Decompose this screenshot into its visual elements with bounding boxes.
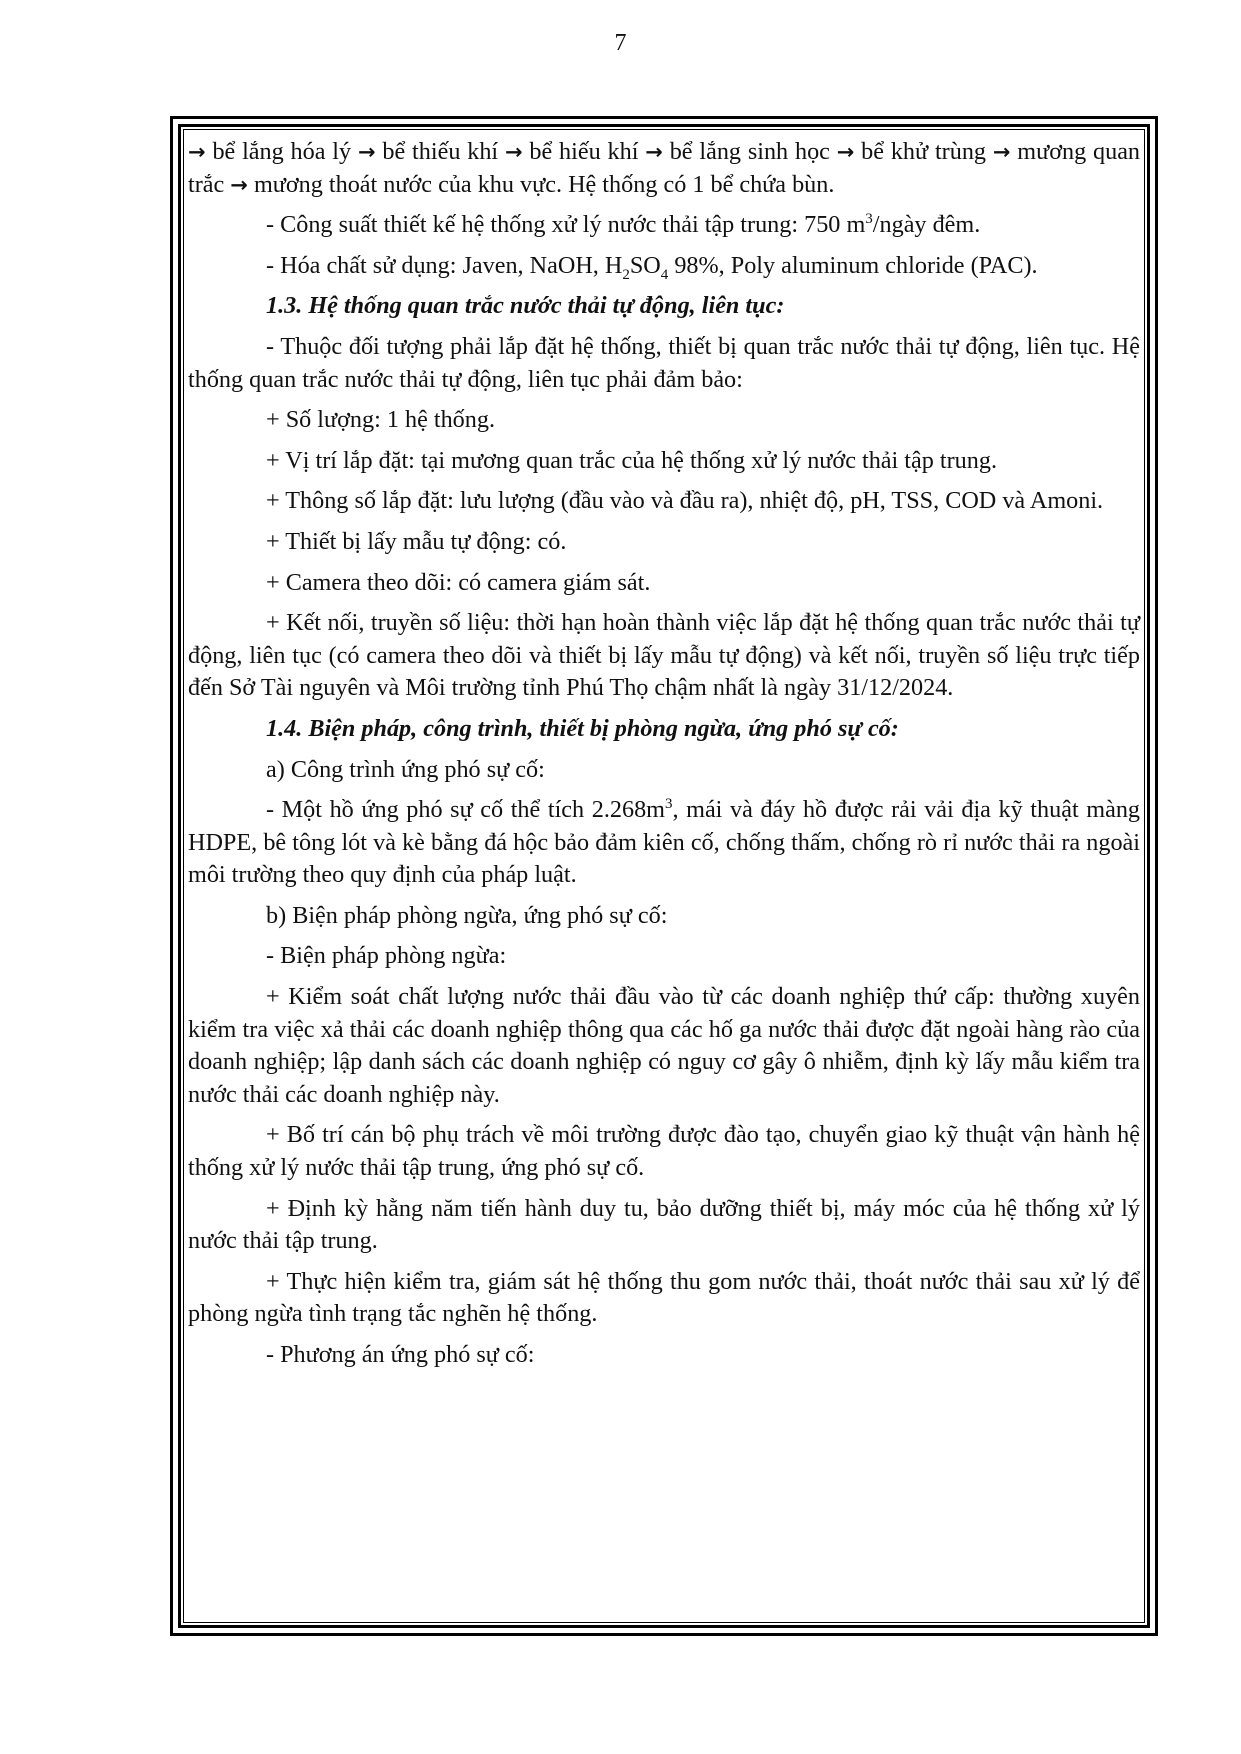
arrow-icon: → bbox=[836, 140, 855, 164]
pond-text: - Một hồ ứng phó sự cố thể tích 2.268m bbox=[266, 796, 665, 824]
process-flow bbox=[188, 136, 1140, 201]
arrow-icon: → bbox=[357, 140, 376, 164]
arrow-icon: → bbox=[504, 140, 523, 164]
section-heading-1-4: 1.4. Biện pháp, công trình, thiết bị phòng ngừa, ứng phó sự cố: bbox=[266, 714, 899, 742]
capacity-unit: /ngày đêm. bbox=[872, 211, 981, 239]
arrow-icon: → bbox=[188, 140, 206, 164]
paragraph: - Phương án ứng phó sự cố: bbox=[266, 1341, 535, 1368]
paragraph: + Số lượng: 1 hệ thống. bbox=[266, 406, 496, 434]
paragraph: + Vị trí lắp đặt: tại mương quan trắc của hệ thống xử lý nước thải tập trung. bbox=[266, 446, 997, 474]
capacity-paragraph bbox=[188, 209, 1140, 242]
arrow-icon: → bbox=[992, 140, 1011, 164]
pond-text-end: , mái và đáy hồ được rải vải địa kỹ thuật màng HDPE, bê tông lót và kè bằng đá hộc bảo đảm kiên cố, chống thấm, chống rò rỉ nước thải ra ngoài môi trường theo quy định của pháp luật. bbox=[188, 796, 1141, 889]
pond-paragraph bbox=[188, 794, 1140, 892]
flow-step: mương thoát nước của khu vực. bbox=[253, 170, 563, 198]
chemicals-sub: 4 bbox=[660, 266, 669, 283]
chemicals-text: - Hóa chất sử dụng: Javen, NaOH, H bbox=[266, 251, 623, 279]
flow-step: bể lắng sinh học bbox=[669, 138, 830, 165]
paragraph: + Thực hiện kiểm tra, giám sát hệ thống thu gom nước thải, thoát nước thải sau xử lý để phòng ngừa tình trạng tắc nghẽn hệ thống. bbox=[188, 1267, 1140, 1328]
frame-inner bbox=[178, 124, 1150, 1628]
subheading-a: a) Công trình ứng phó sự cố: bbox=[266, 755, 545, 783]
capacity-text: - Công suất thiết kế hệ thống xử lý nước thải tập trung: 750 m bbox=[266, 211, 866, 239]
paragraph: + Kết nối, truyền số liệu: thời hạn hoàn thành việc lắp đặt hệ thống quan trắc nước thải tự động, liên tục (có camera theo dõi và thiết bị lấy mẫu tự động) và kết nối, truyền số liệu trực tiếp đến Sở Tài nguyên và Môi trường tỉnh Phú Thọ chậm nhất là ngày 31/12/2024. bbox=[188, 609, 1140, 702]
chemicals-sub: 2 bbox=[622, 266, 630, 283]
arrow-icon: → bbox=[230, 172, 248, 197]
chemicals-text-end: 98%, Poly aluminum chloride (PAC). bbox=[668, 251, 1038, 279]
section-heading-1-3: 1.3. Hệ thống quan trắc nước thải tự động, liên tục: bbox=[266, 292, 785, 320]
chemicals-text-mid: SO bbox=[629, 251, 661, 279]
flow-step: bể lắng hóa lý bbox=[212, 138, 352, 165]
frame-content bbox=[183, 129, 1145, 1623]
flow-step: mương quan trắc bbox=[188, 138, 1141, 198]
paragraph: + Bố trí cán bộ phụ trách về môi trường được đào tạo, chuyển giao kỹ thuật vận hành hệ thống xử lý nước thải tập trung, ứng phó sự cố. bbox=[188, 1121, 1140, 1182]
paragraph: b) Biện pháp phòng ngừa, ứng phó sự cố: bbox=[266, 901, 668, 929]
flow-step: bể thiếu khí bbox=[382, 138, 499, 165]
chemicals-paragraph bbox=[188, 250, 1140, 283]
paragraph: + Định kỳ hằng năm tiến hành duy tu, bảo dưỡng thiết bị, máy móc của hệ thống xử lý nước thải tập trung. bbox=[188, 1194, 1140, 1255]
page-number: 7 bbox=[614, 30, 627, 56]
paragraph: - Thuộc đối tượng phải lắp đặt hệ thống, thiết bị quan trắc nước thải tự động, liên tục. Hệ thống quan trắc nước thải tự động, liên tục phải đảm bảo: bbox=[188, 332, 1140, 393]
paragraph: - Biện pháp phòng ngừa: bbox=[266, 942, 507, 970]
paragraph: + Thiết bị lấy mẫu tự động: có. bbox=[266, 527, 567, 555]
flow-step: bể khử trùng bbox=[861, 138, 987, 165]
paragraph: + Camera theo dõi: có camera giám sát. bbox=[266, 568, 651, 596]
flow-step: bể hiếu khí bbox=[529, 138, 639, 165]
paragraph: + Kiểm soát chất lượng nước thải đầu vào từ các doanh nghiệp thứ cấp: thường xuyên kiểm tra việc xả thải các doanh nghiệp thông qua các hố ga nước thải được đặt ngoài hàng rào của doanh nghiệp; lập danh sách các doanh nghiệp có nguy cơ gây ô nhiễm, định kỳ lấy mẫu kiểm tra nước thải các doanh nghiệp này. bbox=[188, 983, 1140, 1108]
pond-sup: 3 bbox=[664, 796, 673, 813]
document-frame bbox=[170, 116, 1158, 1636]
capacity-sup: 3 bbox=[865, 211, 873, 228]
arrow-icon: → bbox=[645, 140, 663, 164]
paragraph: + Thông số lắp đặt: lưu lượng (đầu vào và đầu ra), nhiệt độ, pH, TSS, COD và Amoni. bbox=[266, 487, 1104, 515]
flow-tail: Hệ thống có 1 bể chứa bùn. bbox=[568, 170, 835, 198]
